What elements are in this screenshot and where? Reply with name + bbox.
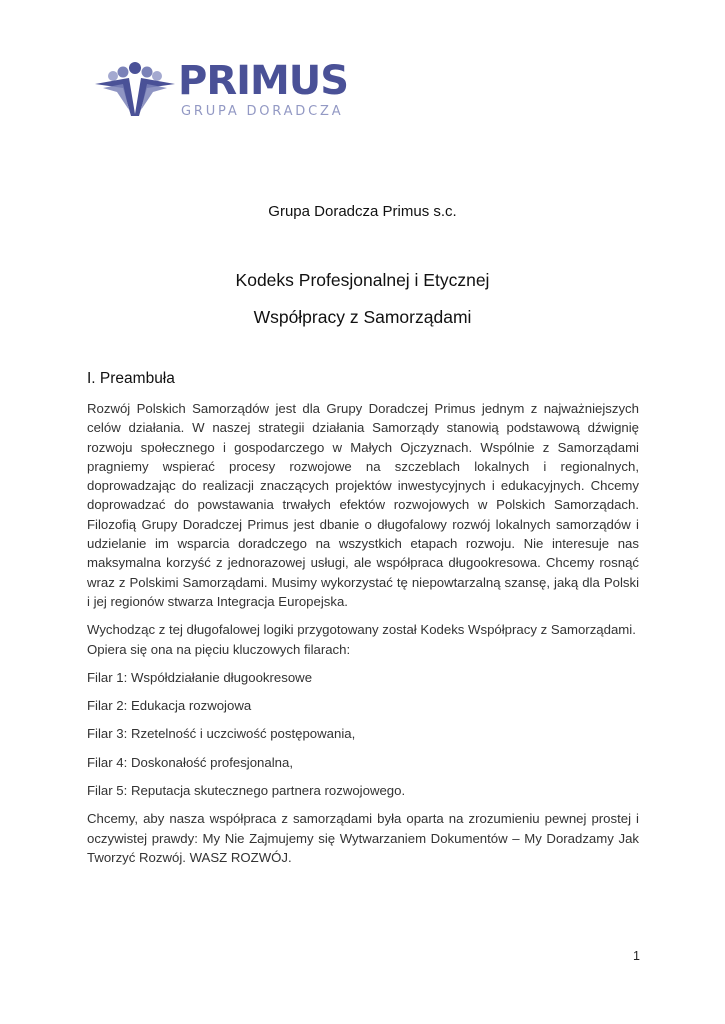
pillar-item: Filar 5: Reputacja skutecznego partnera rozwojowego. bbox=[87, 783, 406, 799]
pillar-item: Filar 2: Edukacja rozwojowa bbox=[87, 698, 252, 714]
section-body bbox=[87, 399, 639, 876]
people-logo-icon bbox=[93, 58, 177, 118]
document-title-line2: Współpracy z Samorządami bbox=[253, 307, 472, 327]
pillar-item: Filar 3: Rzetelność i uczciwość postępowania, bbox=[87, 726, 356, 742]
preamble-paragraph: Rozwój Polskich Samorządów jest dla Grupy Doradczej Primus jednym z najważniejszych celów działania. W naszej strategii działania Samorządy stanowią podstawową dźwignię rozwoju społecznego i gospodarczego w Małych Ojczyznach. Wspólnie z Samorządami pragniemy wspierać procesy rozwojowe na szczeblach lokalnych i regionalnych, doprowadzając do realizacji znaczących projektów inwestycyjnych i edukacyjnych. Chcemy doprowadzać do powstawania trwałych efektów rozwojowych w Polskich Samorządach. Filozofią Grupy Doradczej Primus jest dbanie o długofalowy rozwój lokalnych samorządów i udzielanie im wsparcia doradczego na wszystkich etapach rozwoju. Nie interesuje nas maksymalna korzyść z jednorazowej usługi, ale współpraca długookresowa. Chcemy rosnąć wraz z Polskimi Samorządami. Musimy wykorzystać tę niepowtarzalną szansę, jaką dla Polski i jej regionów stwarza Integracja Europejska. bbox=[87, 401, 639, 609]
primus-logo bbox=[93, 58, 353, 124]
logo-wordmark: PRIMUS bbox=[178, 58, 349, 104]
pillar-item: Filar 1: Współdziałanie długookresowe bbox=[87, 669, 313, 685]
logo-subtitle: GRUPA DORADCZA bbox=[181, 104, 344, 119]
pillar-item: Filar 4: Doskonałość profesjonalna, bbox=[87, 754, 293, 770]
document-title-line1: Kodeks Profesjonalnej i Etycznej bbox=[235, 270, 490, 290]
intro-paragraph: Wychodząc z tej długofalowej logiki przygotowany został Kodeks Współpracy z Samorządami. Opiera się ona na pięciu kluczowych filarach: bbox=[87, 622, 636, 657]
closing-paragraph: Chcemy, aby nasza współpraca z samorządami była oparta na zrozumieniu pewnej prostej i oczywistej prawdy: My Nie Zajmujemy się Wytwarzaniem Dokumentów – My Doradzamy Jak Tworzyć Rozwój. WASZ ROZWÓJ. bbox=[87, 811, 639, 865]
company-name: Grupa Doradcza Primus s.c. bbox=[268, 203, 457, 220]
section-heading: I. Preambuła bbox=[87, 370, 175, 387]
page-number: 1 bbox=[633, 949, 640, 963]
